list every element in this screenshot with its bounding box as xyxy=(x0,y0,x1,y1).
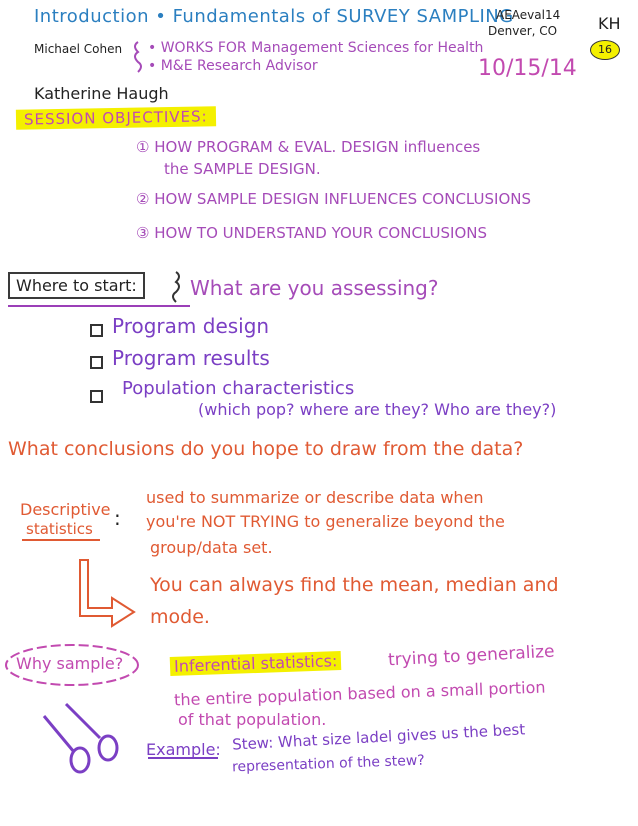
objective-1 xyxy=(136,138,480,156)
objective-2-number: ② xyxy=(136,190,150,208)
where-to-start-box xyxy=(8,272,145,299)
objective-1-number: ① xyxy=(136,138,150,156)
session-date: 10/15/14 xyxy=(478,56,577,81)
event-location: Denver, CO xyxy=(488,24,558,38)
objective-1-text: HOW PROGRAM & EVAL. DESIGN influences xyxy=(154,138,481,156)
objective-2-text: HOW SAMPLE DESIGN INFLUENCES CONCLUSIONS xyxy=(154,190,532,208)
author-initials: KH xyxy=(598,14,621,33)
descriptive-text-3: group/data set. xyxy=(150,538,273,557)
start-brace xyxy=(173,272,179,302)
arrow-doodle xyxy=(80,560,134,626)
population-subquestion: (which pop? where are they? Who are they?) xyxy=(198,400,557,419)
ladle-bowl-1 xyxy=(71,748,89,772)
where-to-start-label: Where to start: xyxy=(16,276,137,295)
objective-2 xyxy=(136,190,531,208)
objectives-heading: SESSION OBJECTIVES: xyxy=(16,106,216,129)
inferential-text-3: of that population. xyxy=(178,710,327,729)
descriptive-note-1: You can always find the mean, median and xyxy=(150,574,559,596)
speaker-name: Michael Cohen xyxy=(34,42,123,56)
inferential-label: Inferential statistics: xyxy=(170,651,342,676)
descriptive-text-1: used to summarize or describe data when xyxy=(146,488,484,507)
option-population: Population characteristics xyxy=(122,378,355,399)
inferential-text-1: trying to generalize xyxy=(387,641,556,671)
option-program-results: Program results xyxy=(112,346,270,370)
objective-1-line2: the SAMPLE DESIGN. xyxy=(164,160,321,178)
page-number-badge: 16 xyxy=(590,40,620,60)
ladle-bowl-2 xyxy=(99,736,117,760)
why-sample-label: Why sample? xyxy=(16,654,124,673)
checkbox-program-design xyxy=(90,324,103,337)
objective-3 xyxy=(136,224,487,242)
objective-3-number: ③ xyxy=(136,224,150,242)
descriptive-text-2: you're NOT TRYING to generalize beyond the xyxy=(146,512,505,531)
descriptive-label-2: statistics xyxy=(26,520,93,538)
example-text-1: Stew: What size ladel gives us the best xyxy=(231,720,526,754)
example-label: Example: xyxy=(146,740,221,759)
ladle-handle-1 xyxy=(44,716,74,752)
checkbox-population xyxy=(90,390,103,403)
checkbox-program-results xyxy=(90,356,103,369)
event-name: AEAeval14 xyxy=(496,8,561,22)
objective-3-text: HOW TO UNDERSTAND YOUR CONCLUSIONS xyxy=(154,224,488,242)
note-taker-name: Katherine Haugh xyxy=(34,84,169,103)
speaker-brace xyxy=(135,42,141,72)
descriptive-label-1: Descriptive xyxy=(20,500,111,519)
conclusions-question: What conclusions do you hope to draw from the data? xyxy=(8,438,524,460)
ladle-handle-2 xyxy=(66,704,100,738)
example-text-2: representation of the stew? xyxy=(231,752,426,776)
descriptive-colon: : xyxy=(114,506,121,530)
descriptive-note-2: mode. xyxy=(150,606,210,628)
assessing-question: What are you assessing? xyxy=(190,276,439,300)
speaker-role-2: • M&E Research Advisor xyxy=(148,58,318,74)
option-program-design: Program design xyxy=(112,314,270,338)
speaker-role-1: • WORKS FOR Management Sciences for Health xyxy=(148,40,484,56)
page-title: Introduction • Fundamentals of SURVEY SAMPLING xyxy=(34,6,514,27)
inferential-text-2: the entire population based on a small portion xyxy=(173,677,546,710)
